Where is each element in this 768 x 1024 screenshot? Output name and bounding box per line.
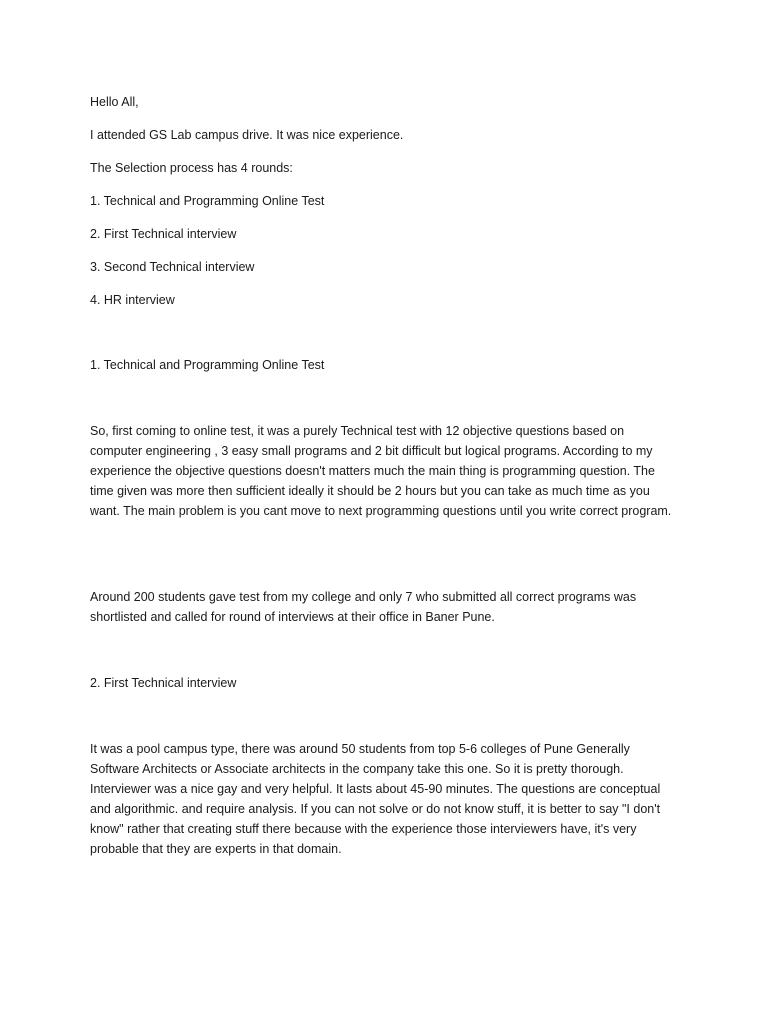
section2-paragraph-1: It was a pool campus type, there was around 50 students from top 5-6 colleges of Pune Generally Software Architects or Associate architects in the company take this one. So it is pretty thorough. Interviewer was a nice gay and very helpful. It lasts about 45-90 minutes. The questions are conceptual and algorithmic. and require analysis. If you can not solve or do not know stuff, it is better to say "I don't know" rather that creating stuff there because with the experience those interviewers have, it's very probable that they are experts in that domain. (90, 742, 661, 856)
round-item: 2. First Technical interview (90, 227, 237, 241)
section1-paragraph-1: So, first coming to online test, it was a purely Technical test with 12 objective questions based on computer engineering , 3 easy small programs and 2 bit difficult but logical programs. According to my experience the objective questions doesn't matters much the main thing is programming question. The time given was more then sufficient ideally it should be 2 hours but you can take as much time as you want. The main problem is you cant move to next programming questions until you write correct program. (90, 424, 672, 518)
section1-heading: 1. Technical and Programming Online Test (90, 358, 325, 372)
round-item: 3. Second Technical interview (90, 260, 255, 274)
round-item: 1. Technical and Programming Online Test (90, 194, 325, 208)
round-item: 4. HR interview (90, 293, 175, 307)
greeting: Hello All, (90, 95, 139, 109)
section2-heading: 2. First Technical interview (90, 676, 237, 690)
intro-line: I attended GS Lab campus drive. It was nice experience. (90, 128, 404, 142)
process-intro: The Selection process has 4 rounds: (90, 161, 293, 175)
section1-paragraph-2: Around 200 students gave test from my college and only 7 who submitted all correct programs was shortlisted and called for round of interviews at their office in Baner Pune. (90, 590, 637, 624)
